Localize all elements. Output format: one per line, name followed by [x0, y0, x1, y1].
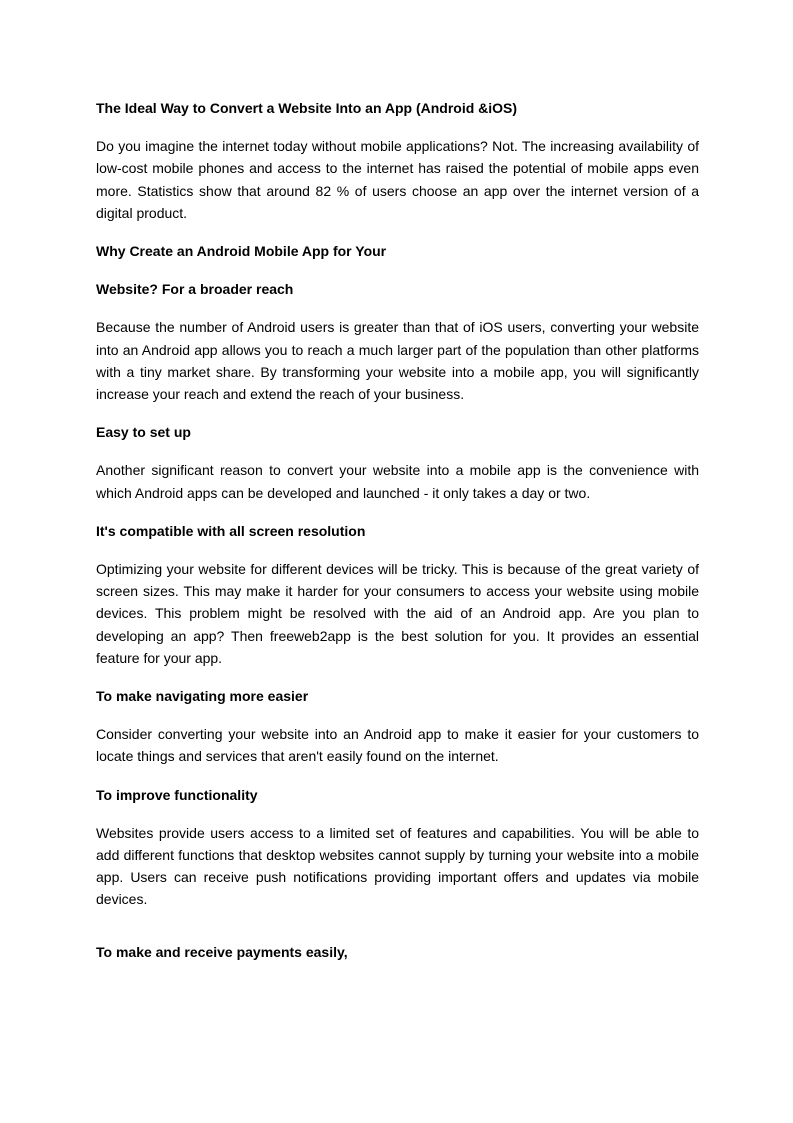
document-title: The Ideal Way to Convert a Website Into an App (Android &iOS)	[96, 100, 518, 116]
section-paragraph-broader-reach: Because the number of Android users is greater than that of iOS users, converting your website into an Android app allows you to reach a much larger part of the population than other platforms with a tiny market share. By transforming your website into a mobile app, you will significantly increase your reach and extend the reach of your business.	[96, 319, 699, 403]
section-paragraph-screen-resolution: Optimizing your website for different devices will be tricky. This is because of the great variety of screen sizes. This may make it harder for your consumers to access your website using mobile devices. This problem might be resolved with the aid of an Android app. Are you plan to developing an app? Then freeweb2app is the best solution for you. It provides an essential feature for your app.	[96, 561, 699, 666]
section-heading-payments: To make and receive payments easily,	[96, 943, 348, 960]
section-heading-navigation: To make navigating more easier	[96, 688, 309, 705]
document-page	[96, 97, 699, 979]
section-heading-broader-reach: Website? For a broader reach	[96, 281, 294, 298]
section-paragraph-navigation: Consider converting your website into an Android app to make it easier for your customers to locate things and services that aren't easily found on the internet.	[96, 726, 699, 765]
section-heading-why-android: Why Create an Android Mobile App for Your	[96, 243, 387, 260]
section-heading-screen-resolution: It's compatible with all screen resolution	[96, 522, 366, 539]
section-heading-functionality: To improve functionality	[96, 786, 258, 803]
section-paragraph-functionality: Websites provide users access to a limited set of features and capabilities. You will be able to add different functions that desktop websites cannot supply by turning your website into a mobile app. Users can receive push notifications providing important offers and updates via mobile devices.	[96, 824, 699, 908]
section-paragraph-easy-setup: Another significant reason to convert your website into a mobile app is the convenience with which Android apps can be developed and launched - it only takes a day or two.	[96, 462, 699, 501]
intro-paragraph: Do you imagine the internet today without mobile applications? Not. The increasing availability of low-cost mobile phones and access to the internet has raised the potential of mobile apps even more. Statistics show that around 82 % of users choose an app over the internet version of a digital product.	[96, 138, 699, 221]
section-heading-easy-setup: Easy to set up	[96, 424, 191, 441]
